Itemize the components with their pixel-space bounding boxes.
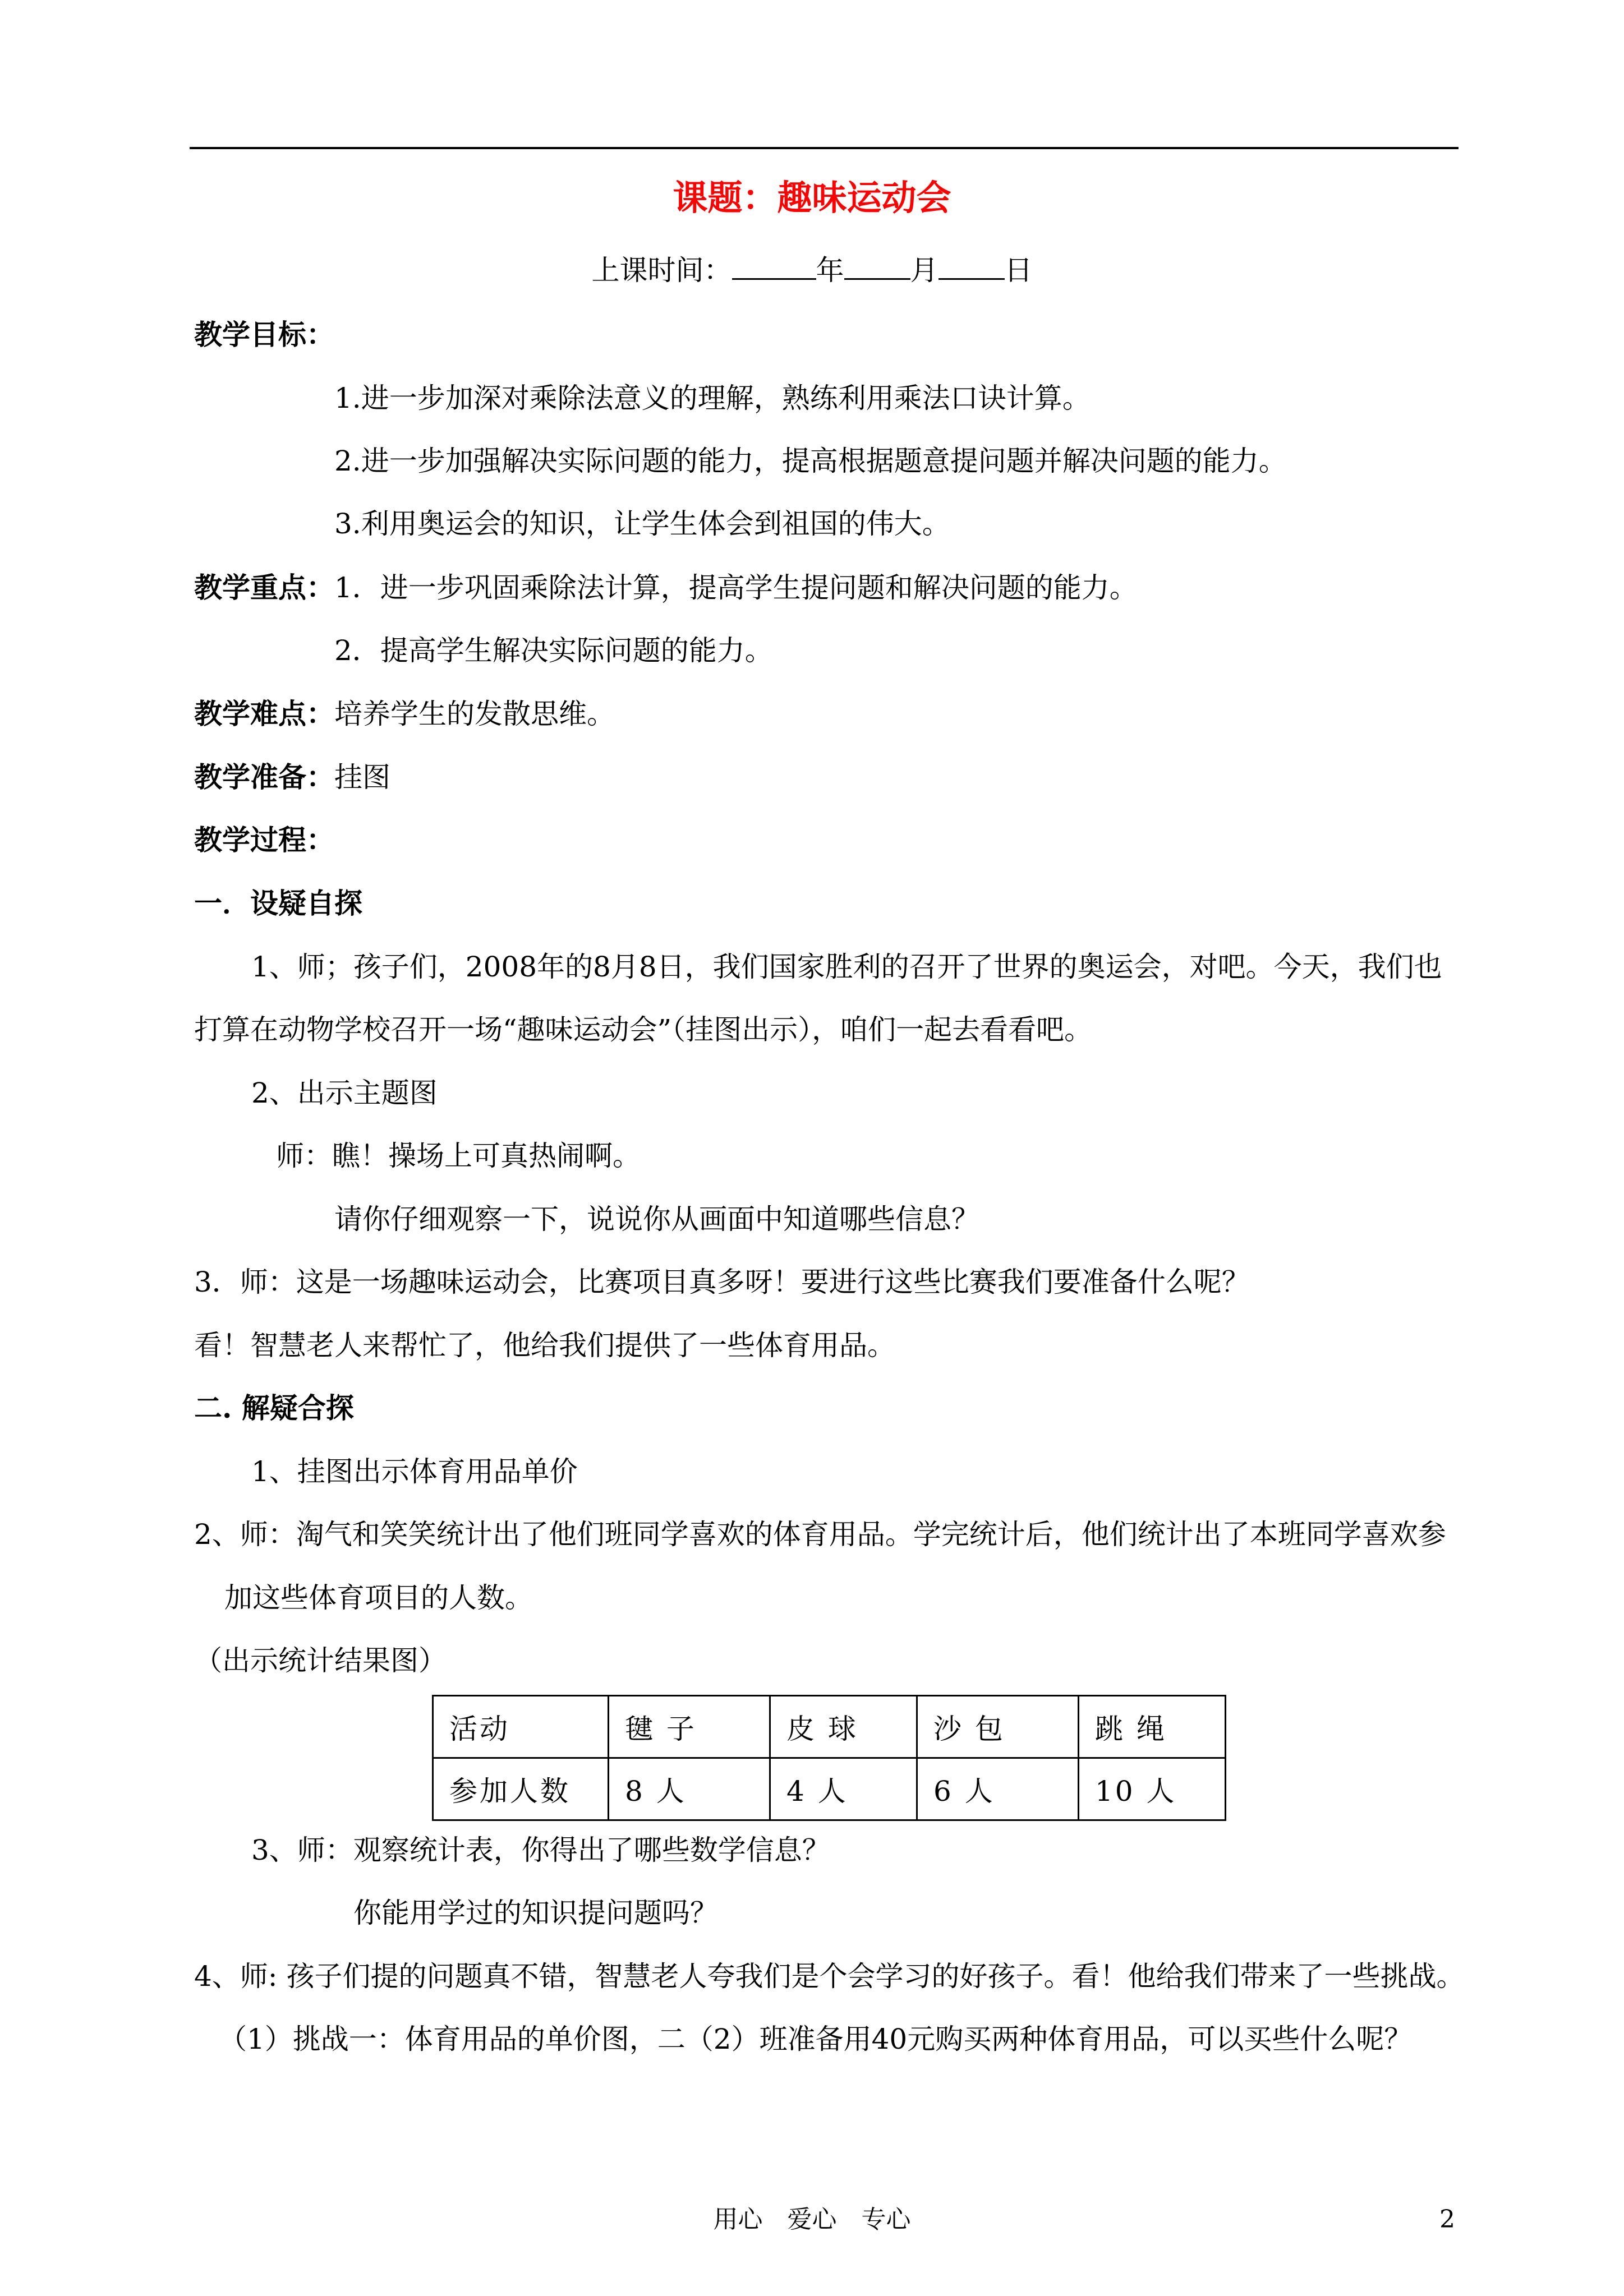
difficulty-text: 培养学生的发散思维。 bbox=[334, 698, 615, 730]
paragraph: 2、师：淘气和笑笑统计出了他们班同学喜欢的体育用品。学完统计后，他们统计出了本班同学喜欢参 bbox=[194, 1518, 1446, 1551]
month-label: 月 bbox=[910, 254, 938, 287]
table-row bbox=[433, 1758, 1226, 1820]
preparation-heading: 教学准备： bbox=[194, 760, 334, 794]
objectives-heading: 教学目标： bbox=[194, 318, 334, 351]
table-header-cell: 沙 包 bbox=[917, 1696, 1079, 1758]
page-footer: 用心 爱心 专心 bbox=[713, 2205, 911, 2234]
paragraph: 打算在动物学校召开一场“趣味运动会”（挂图出示），咱们一起去看看吧。 bbox=[194, 1013, 1093, 1046]
section-heading: 一．设疑自探 bbox=[194, 887, 362, 920]
class-date-line bbox=[0, 252, 1624, 287]
key-points-line bbox=[194, 571, 1138, 605]
paragraph: 2、出示主题图 bbox=[251, 1077, 438, 1109]
table-header-cell: 毽 子 bbox=[609, 1696, 770, 1758]
key-points-heading: 教学重点： bbox=[194, 571, 334, 604]
paragraph: 请你仔细观察一下，说说你从画面中知道哪些信息？ bbox=[334, 1203, 979, 1235]
key-point-item: 2．提高学生解决实际问题的能力。 bbox=[334, 634, 773, 667]
paragraph: （出示统计结果图） bbox=[194, 1644, 447, 1677]
statistics-table bbox=[432, 1695, 1226, 1821]
table-header-cell: 跳 绳 bbox=[1079, 1696, 1226, 1758]
day-blank bbox=[938, 252, 1005, 280]
objective-item: 1.进一步加深对乘除法意义的理解，熟练利用乘法口诀计算。 bbox=[334, 382, 1091, 414]
preparation-text: 挂图 bbox=[334, 761, 390, 794]
objective-item: 3.利用奥运会的知识，让学生体会到祖国的伟大。 bbox=[334, 508, 950, 540]
difficulty-heading: 教学难点： bbox=[194, 697, 334, 730]
month-blank bbox=[844, 252, 910, 280]
process-heading: 教学过程： bbox=[194, 823, 334, 856]
paragraph: 看！智慧老人来帮忙了，他给我们提供了一些体育用品。 bbox=[194, 1329, 895, 1362]
paragraph: 3、师：观察统计表，你得出了哪些数学信息？ bbox=[251, 1834, 830, 1866]
table-header-cell: 皮 球 bbox=[770, 1696, 917, 1758]
paragraph: 3．师：这是一场趣味运动会，比赛项目真多呀！要进行这些比赛我们要准备什么呢？ bbox=[194, 1266, 1250, 1298]
paragraph: 4、师: 孩子们提的问题真不错，智慧老人夸我们是个会学习的好孩子。看！他给我们带来了一些挑战。 bbox=[194, 1960, 1465, 1993]
table-cell: 4 人 bbox=[770, 1758, 917, 1820]
table-header-row bbox=[433, 1696, 1226, 1758]
section-heading: 二. 解疑合探 bbox=[194, 1391, 354, 1424]
paragraph: 你能用学过的知识提问题吗？ bbox=[353, 1897, 718, 1929]
objective-item: 2.进一步加强解决实际问题的能力，提高根据题意提问题并解决问题的能力。 bbox=[334, 445, 1287, 477]
year-label: 年 bbox=[816, 254, 844, 287]
year-blank bbox=[732, 252, 816, 280]
paragraph: 师：瞧！操场上可真热闹啊。 bbox=[276, 1140, 641, 1172]
page-number: 2 bbox=[1439, 2205, 1455, 2234]
paragraph: 加这些体育项目的人数。 bbox=[224, 1582, 533, 1614]
paragraph: （1）挑战一：体育用品的单价图，二（2）班准备用40元购买两种体育用品，可以买些什么呢？ bbox=[219, 2023, 1413, 2055]
table-cell: 6 人 bbox=[917, 1758, 1079, 1820]
page-title: 课题：趣味运动会 bbox=[673, 177, 951, 218]
difficulty-line bbox=[194, 697, 615, 731]
date-prefix: 上课时间： bbox=[591, 254, 732, 287]
key-point-item: 1．进一步巩固乘除法计算，提高学生提问题和解决问题的能力。 bbox=[334, 571, 1138, 604]
day-label: 日 bbox=[1004, 254, 1033, 287]
table-cell: 8 人 bbox=[609, 1758, 770, 1820]
paragraph: 1、挂图出示体育用品单价 bbox=[251, 1455, 578, 1488]
header-rule bbox=[190, 147, 1459, 149]
preparation-line bbox=[194, 760, 390, 794]
paragraph: 1、师；孩子们，2008年的8月8日，我们国家胜利的召开了世界的奥运会，对吧。今天，我们也 bbox=[251, 951, 1442, 983]
table-cell: 10 人 bbox=[1079, 1758, 1226, 1820]
table-cell: 参加人数 bbox=[433, 1758, 609, 1820]
table-header-cell: 活动 bbox=[433, 1696, 609, 1758]
